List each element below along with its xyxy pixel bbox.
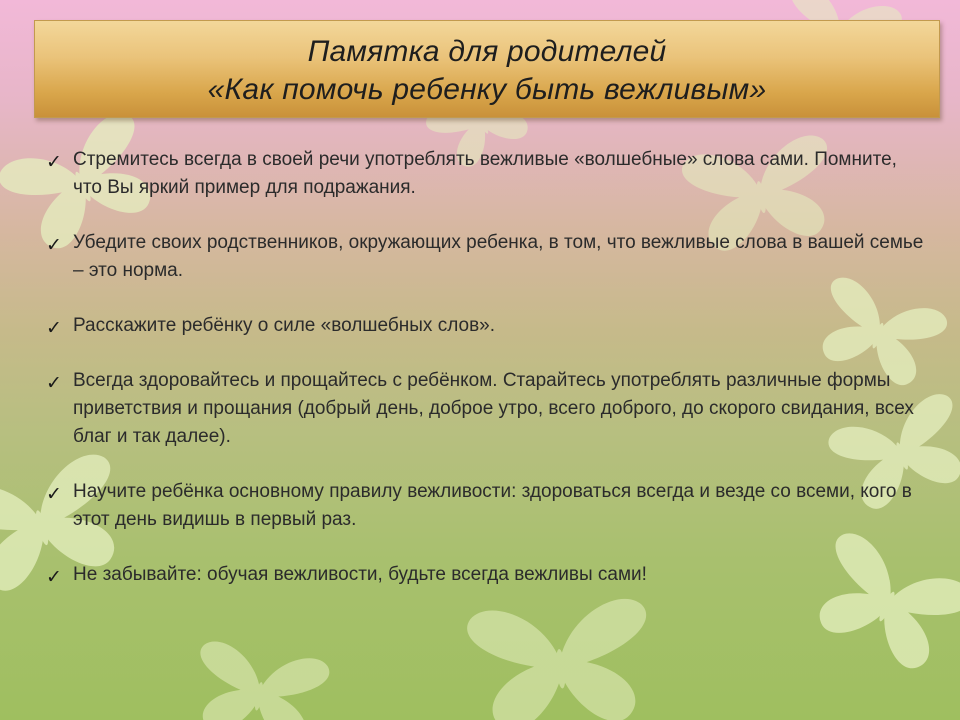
list-item — [44, 561, 924, 589]
tip-text: Научите ребёнка основному правилу вежливости: здороваться всегда и везде со всеми, кого в этот день видишь в первый раз. — [73, 481, 912, 530]
tip-text: Стремитесь всегда в своей речи употреблять вежливые «волшебные» слова сами. Помните, что Вы яркий пример для подражания. — [73, 149, 897, 198]
list-item — [44, 312, 924, 340]
list-item — [44, 146, 924, 202]
tip-text: Убедите своих родственников, окружающих ребенка, в том, что вежливые слова в вашей семье – это норма. — [73, 232, 924, 281]
page-title: Памятка для родителей — [307, 35, 667, 68]
list-item — [44, 478, 924, 534]
list-item — [44, 367, 924, 451]
checkmark-icon: ✓ — [46, 483, 62, 505]
checkmark-icon: ✓ — [46, 317, 62, 339]
page-subtitle: «Как помочь ребенку быть вежливым» — [207, 73, 767, 106]
tip-text: Расскажите ребёнку о силе «волшебных слов». — [73, 315, 496, 336]
tip-text: Не забывайте: обучая вежливости, будьте всегда вежливы сами! — [73, 564, 647, 585]
butterfly-icon — [187, 639, 331, 720]
checkmark-icon: ✓ — [46, 151, 62, 173]
butterfly-icon — [466, 597, 656, 720]
list-item — [44, 229, 924, 285]
checkmark-icon: ✓ — [46, 234, 62, 256]
title-banner — [34, 20, 940, 118]
checkmark-icon: ✓ — [46, 372, 62, 394]
tip-text: Всегда здоровайтесь и прощайтесь с ребёнком. Старайтесь употреблять различные формы приветствия и прощания (добрый день, доброе утро, всего доброго, до скорого свидания, всех благ и так далее). — [73, 370, 914, 447]
checkmark-icon: ✓ — [46, 566, 62, 588]
tips-list — [44, 146, 924, 589]
